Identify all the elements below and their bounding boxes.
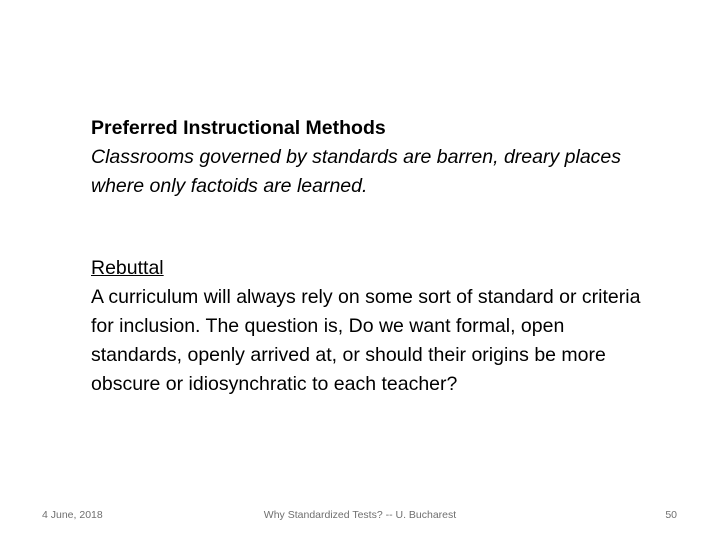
claim-text: Classrooms governed by standards are barren, dreary places where only factoids are learned. <box>91 146 622 197</box>
rebuttal-heading: Rebuttal <box>91 257 164 279</box>
page-number: 50 <box>665 509 677 521</box>
slide-heading: Preferred Instructional Methods <box>91 117 386 139</box>
spacer <box>91 201 651 254</box>
slide-body <box>91 114 651 399</box>
rebuttal-text: A curriculum will always rely on some sort of standard or criteria for inclusion. The question is, Do we want formal, open standards, openly arrived at, or should their origins be more obscure or idiosynchratic to each teacher? <box>91 286 641 395</box>
footer-date: 4 June, 2018 <box>42 509 103 521</box>
footer-title: Why Standardized Tests? -- U. Bucharest <box>263 509 457 521</box>
